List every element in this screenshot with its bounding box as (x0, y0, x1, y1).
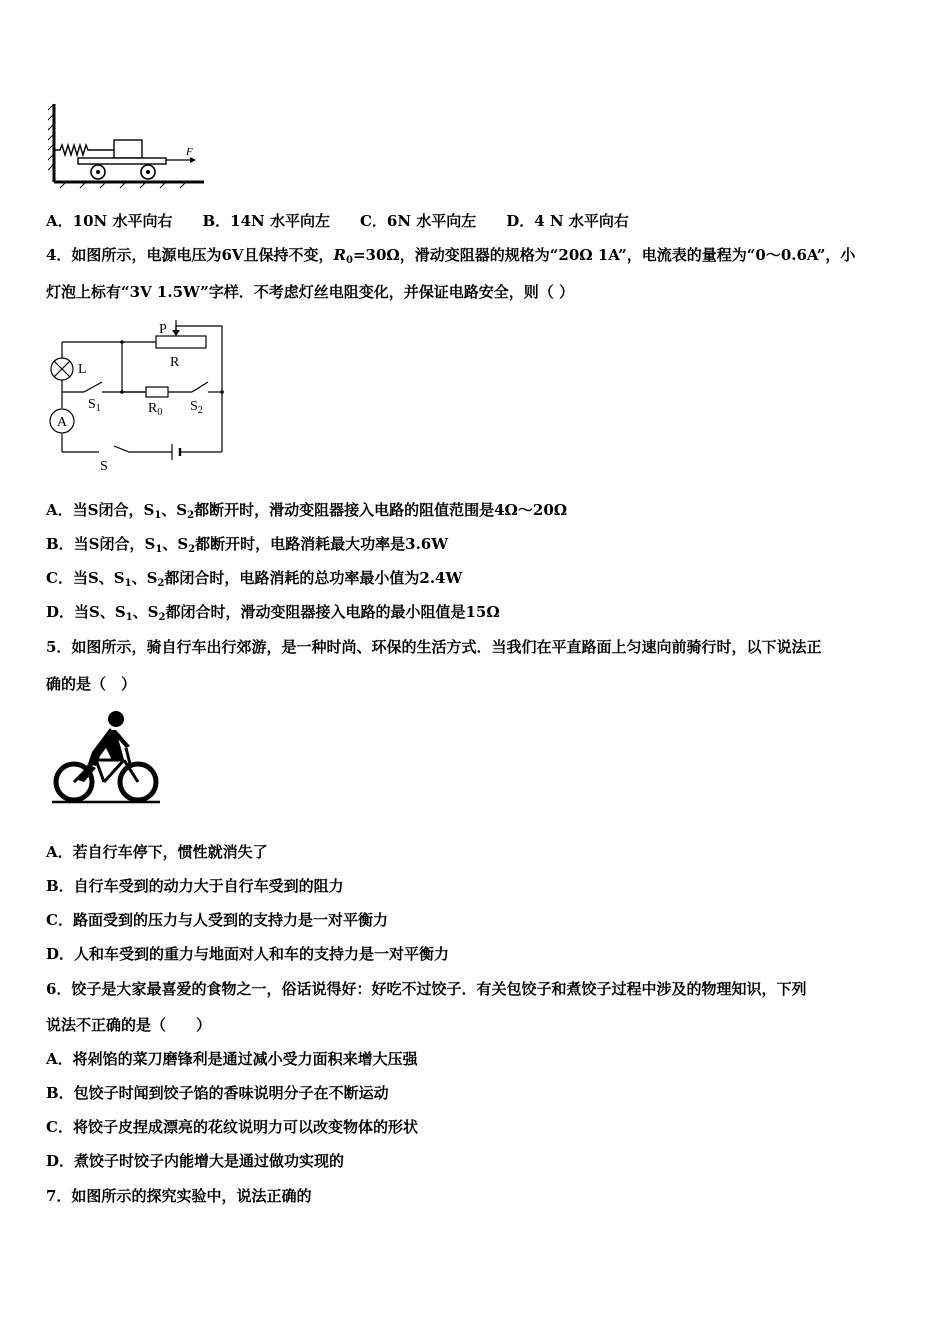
q6-stem-line2: 说法不正确的是（ ） (46, 1016, 212, 1034)
q4-option-d: D．当S、$S_1$、$S_2$都闭合时，滑动变阻器接入电路的最小阻值是15Ω (46, 603, 500, 623)
rheostat-r-label: R (170, 355, 180, 370)
q4-option-b: B．当S闭合，$S_1$、$S_2$都断开时，电路消耗最大功率是3.6W (46, 535, 449, 555)
cart-spring-figure (48, 100, 208, 190)
q5-stem-line1: 5．如图所示，骑自行车出行郊游，是一种时尚、环保的生活方式．当我们在平直路面上匀速向前骑行时，以下说法正 (46, 638, 822, 656)
lamp-l-label: L (78, 362, 87, 377)
q3-option-b: B．14N 水平向左 (202, 212, 330, 230)
q5-option-b: B．自行车受到的动力大于自行车受到的阻力 (46, 877, 344, 895)
ammeter-a-label: A (57, 415, 68, 430)
switch-s1-label: $S_1$ (88, 397, 101, 414)
circuit-diagram (44, 318, 234, 478)
force-label: F (186, 146, 193, 158)
q7-stem: 7．如图所示的探究实验中，说法正确的 (46, 1187, 312, 1205)
q5-option-a: A．若自行车停下，惯性就消失了 (46, 843, 268, 861)
q6-option-a: A．将剁馅的菜刀磨锋利是通过减小受力面积来增大压强 (46, 1050, 418, 1068)
q3-option-a: A．10N 水平向右 (46, 212, 173, 230)
q4-stem-line2: 灯泡上标有“3V 1.5W”字样．不考虑灯丝电阻变化，并保证电路安全，则（ ） (46, 283, 574, 301)
q6-option-b: B．包饺子时闻到饺子馅的香味说明分子在不断运动 (46, 1084, 389, 1102)
q4-option-c: C．当S、$S_1$、$S_2$都闭合时，电路消耗的总功率最小值为2.4W (46, 569, 463, 589)
q5-option-d: D．人和车受到的重力与地面对人和车的支持力是一对平衡力 (46, 945, 450, 963)
q4-stem-line1: 4．如图所示，电源电压为6V且保持不变，$R_0=30\Omega$，滑动变阻器的规格为“20Ω 1A”，电流表的量程为“0～0.6A”，小 (46, 246, 856, 266)
switch-s2-label: $S_2$ (190, 399, 203, 416)
resistor-r0-label: $R_0$ (148, 401, 163, 418)
q6-option-c: C．将饺子皮捏成漂亮的花纹说明力可以改变物体的形状 (46, 1118, 418, 1136)
switch-s-label: S (100, 459, 108, 474)
q6-stem-line1: 6．饺子是大家最喜爱的食物之一，俗话说得好：好吃不过饺子．有关包饺子和煮饺子过程中涉及的物理知识，下列 (46, 980, 807, 998)
cyclist-figure (48, 708, 164, 806)
slider-p-label: P (159, 322, 167, 337)
q5-option-c: C．路面受到的压力与人受到的支持力是一对平衡力 (46, 911, 388, 929)
q6-option-d: D．煮饺子时饺子内能增大是通过做功实现的 (46, 1152, 345, 1170)
q4-option-a: A．当S闭合，$S_1$、$S_2$都断开时，滑动变阻器接入电路的阻值范围是4Ω～20Ω (46, 501, 568, 521)
q3-options (46, 211, 659, 231)
q5-stem-line2: 确的是（ ） (46, 675, 137, 693)
q3-option-c: C．6N 水平向左 (359, 212, 477, 230)
q3-option-d: D．4 N 水平向右 (506, 212, 629, 230)
